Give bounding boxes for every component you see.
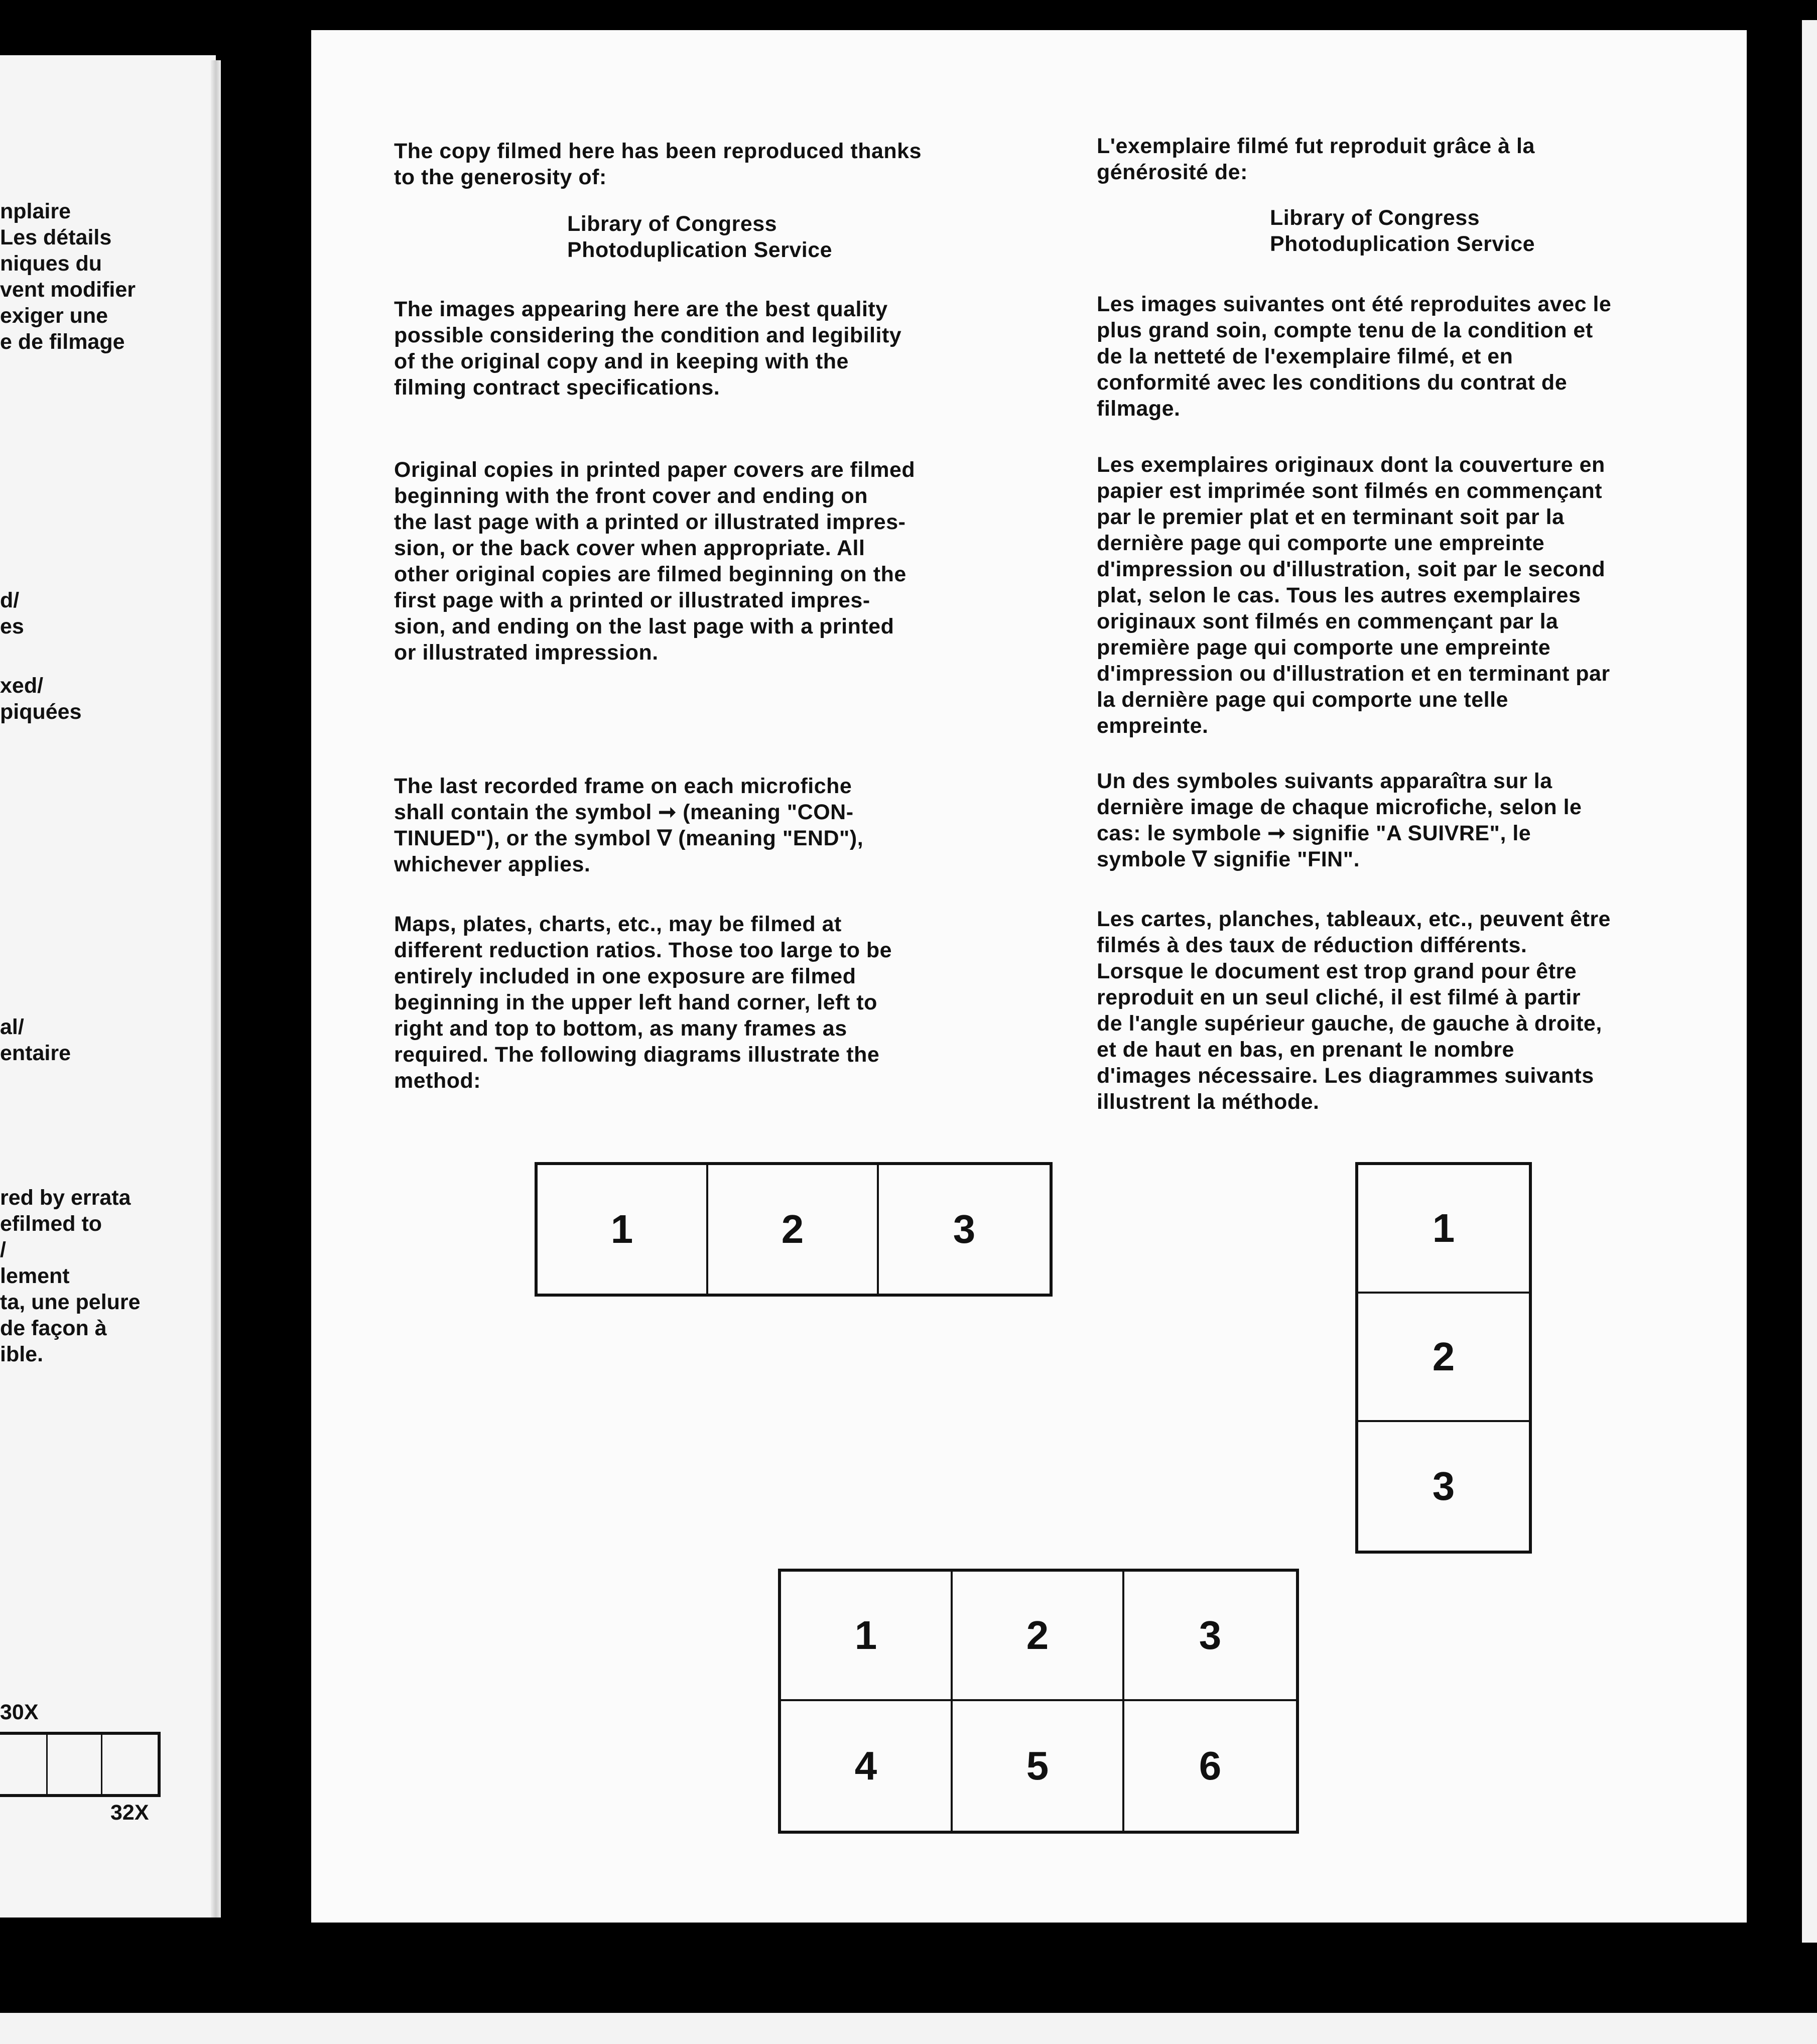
left-fragment-lower-text: red by errata efilmed to / lement ta, une pelure de façon à ible. xyxy=(0,1186,141,1366)
scale-label-30x: 30X xyxy=(0,1700,39,1724)
english-symbols-paragraph: The last recorded frame on each microfiche shall contain the symbol ➞ (meaning "CON- TINUED"), or the symbol ∇ (meaning "END"), whichever applies. xyxy=(394,774,864,876)
diagram-frame-cell: 1 xyxy=(1358,1165,1529,1294)
left-fragment-top-text: nplaire Les détails niques du vent modifier exiger une e de filmage xyxy=(0,199,136,354)
left-fragment-text-3: al/ entaire xyxy=(0,1015,71,1065)
english-maps-paragraph: Maps, plates, charts, etc., may be filmed at different reduction ratios. Those too large to be entirely included in one exposure are filmed beginning in the upper left hand corner, left to right and top to bottom, as many frames as required. The following diagrams illustrate the method: xyxy=(394,912,892,1093)
scale-label-32x: 32X xyxy=(110,1801,149,1825)
diagram-frame-cell: 3 xyxy=(1124,1572,1296,1701)
diagram-frame-cell: 5 xyxy=(953,1701,1124,1831)
diagram-frame-cell: 4 xyxy=(781,1701,953,1831)
left-fragment-text-2: xed/ piquées xyxy=(0,674,82,724)
french-library-name: Library of Congress Photoduplication Service xyxy=(1270,206,1535,256)
diagram-grid-frames xyxy=(778,1569,1299,1834)
left-fragment-text-1: d/ es xyxy=(0,588,24,638)
english-library-name: Library of Congress Photoduplication Service xyxy=(567,212,833,262)
diagram-frame-cell: 2 xyxy=(1358,1294,1529,1422)
diagram-frame-cell: 1 xyxy=(781,1572,953,1701)
page-fold-shadow xyxy=(211,60,221,1918)
bottom-page-edge xyxy=(0,2013,1817,2044)
diagram-frame-cell: 2 xyxy=(708,1165,879,1294)
reduction-scale-bar xyxy=(0,1732,161,1797)
french-covers-paragraph: Les exemplaires originaux dont la couverture en papier est imprimée sont filmés en commençant par le premier plat et en terminant soit par la dernière page qui comporte une empreinte d'impression ou d'illustration, soit par le second plat, selon le cas. Tous les autres exemplaires originaux sont filmés en commençant par la première page qui comporte une empreinte d'impression ou d'illustration et en terminant par la dernière page qui comporte une telle empreinte. xyxy=(1097,453,1610,738)
french-maps-paragraph: Les cartes, planches, tableaux, etc., peuvent être filmés à des taux de réduction différents. Lorsque le document est trop grand pour être reproduit en un seul cliché, il est filmé à partir de l'angle supérieur gauche, de gauche à droite, et de haut en bas, en prenant le nombre d'images nécessaire. Les diagrammes suivants illustrent la méthode. xyxy=(1097,907,1611,1114)
french-symbols-paragraph: Un des symboles suivants apparaîtra sur la dernière image de chaque microfiche, selon le cas: le symbole ➞ signifie "A SUIVRE", le symbole ∇ signifie "FIN". xyxy=(1097,769,1582,871)
french-quality-paragraph: Les images suivantes ont été reproduites avec le plus grand soin, compte tenu de la condition et de la netteté de l'exemplaire filmé, et en conformité avec les conditions du contrat de filmage. xyxy=(1097,292,1612,421)
diagram-frame-cell: 6 xyxy=(1199,1743,1222,1788)
english-covers-paragraph: Original copies in printed paper covers are filmed beginning with the front cover and ending on the last page with a printed or illustrated impres- sion, or the back cover when appropriate. All other original copies are filmed beginning on the first page with a printed or illustrated impres- sion, and ending on the last page with a printed or illustrated impression. xyxy=(394,458,916,665)
diagram-frame-cell: 1 xyxy=(538,1165,708,1294)
diagram-frame-cell: 3 xyxy=(953,1207,976,1251)
right-page-edge xyxy=(1802,20,1817,1943)
english-intro: The copy filmed here has been reproduced thanks to the generosity of: xyxy=(394,139,922,189)
diagram-frame-cell: 3 xyxy=(1432,1464,1455,1508)
diagram-horizontal-frames xyxy=(535,1162,1053,1297)
french-intro: L'exemplaire filmé fut reproduit grâce à la générosité de: xyxy=(1097,134,1535,184)
diagram-vertical-frames xyxy=(1355,1162,1532,1554)
diagram-frame-cell: 2 xyxy=(953,1572,1124,1701)
english-quality-paragraph: The images appearing here are the best quality possible considering the condition and legibility of the original copy and in keeping with the filming contract specifications. xyxy=(394,297,902,400)
